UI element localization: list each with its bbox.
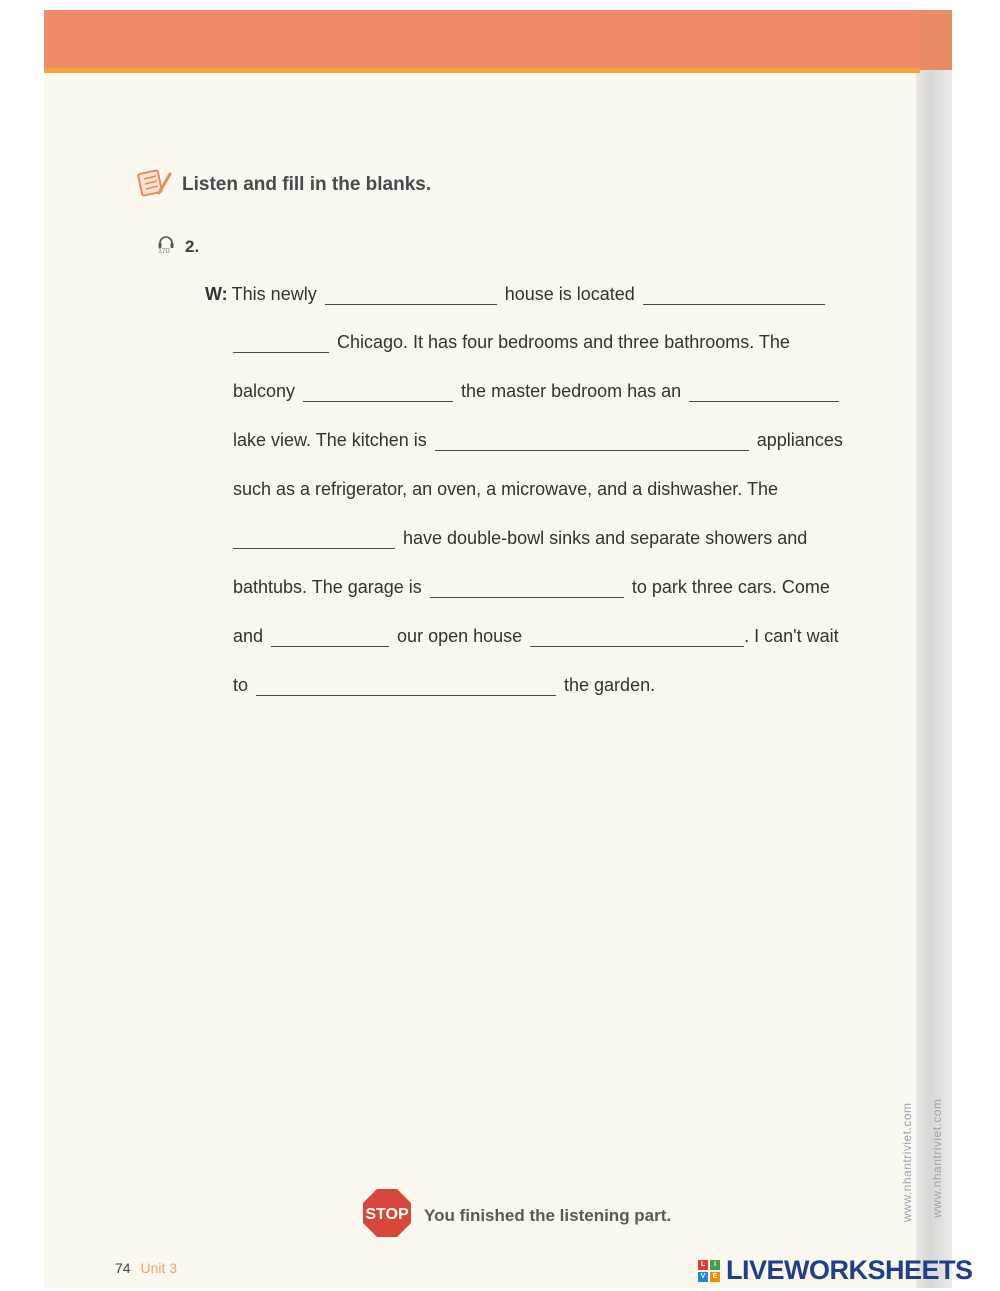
header-band-line: [44, 68, 920, 73]
speaker-label: W:: [205, 284, 228, 304]
liveworksheets-logo[interactable]: [698, 1255, 973, 1286]
passage-text: lake view. The kitchen is: [233, 430, 427, 450]
stop-sign-text: STOP: [365, 1206, 409, 1223]
headphones-icon[interactable]: [157, 235, 177, 257]
section-heading: [134, 166, 431, 203]
track-number: 170: [158, 248, 170, 255]
stop-sign-icon: [362, 1188, 412, 1243]
logo-letter: V: [698, 1272, 708, 1282]
answer-blank-8[interactable]: [430, 579, 624, 598]
passage-text: the master bedroom has an: [461, 381, 682, 401]
passage-line-3: [233, 381, 847, 402]
passage-text: our open house: [397, 626, 523, 646]
writing-icon: [134, 166, 172, 203]
passage-text: balcony: [233, 381, 296, 401]
page-footer: [115, 1260, 177, 1276]
passage-text: have double-bowl sinks and separate showers and: [403, 528, 808, 548]
passage-text: Chicago. It has four bedrooms and three bathrooms. The: [337, 332, 790, 352]
passage-text: to: [233, 675, 249, 695]
logo-grid-icon: [698, 1260, 720, 1282]
answer-blank-5[interactable]: [689, 383, 839, 402]
passage-line-5: [233, 479, 778, 500]
answer-blank-9[interactable]: [271, 628, 389, 647]
exercise-item: [157, 235, 199, 257]
page-edge: [916, 10, 952, 1288]
passage-line-2: [233, 332, 790, 353]
answer-blank-10[interactable]: [530, 628, 744, 647]
passage-text: house is located: [504, 284, 635, 304]
answer-blank-6[interactable]: [435, 432, 749, 451]
passage-text: the garden.: [564, 675, 656, 695]
answer-blank-4[interactable]: [303, 383, 453, 402]
passage-line-9: [233, 675, 655, 696]
page-edge-band: [916, 10, 952, 70]
passage-text: This newly: [231, 284, 317, 304]
logo-letter: E: [710, 1272, 720, 1282]
logo-letter: L: [698, 1260, 708, 1270]
page-number: 74: [115, 1260, 131, 1276]
answer-blank-7[interactable]: [233, 530, 395, 549]
answer-blank-2[interactable]: [643, 286, 825, 305]
passage-line-8: [233, 626, 839, 647]
heading-title: Listen and fill in the blanks.: [182, 173, 432, 195]
header-band: [44, 10, 920, 68]
brand-name: LIVEWORKSHEETS: [726, 1255, 973, 1285]
answer-blank-11[interactable]: [256, 677, 556, 696]
answer-blank-3[interactable]: [233, 334, 329, 353]
watermark-url-1: www.nhantriviet.com: [900, 1102, 914, 1222]
passage-line-4: [233, 430, 843, 451]
item-number: 2.: [185, 237, 200, 256]
watermark-url-2: www.nhantriviet.com: [930, 1098, 944, 1218]
passage-line-7: [233, 577, 830, 598]
logo-letter: I: [710, 1260, 720, 1270]
answer-blank-1[interactable]: [325, 286, 497, 305]
passage-text: . I can't wait: [744, 626, 839, 646]
passage-text: and: [233, 626, 264, 646]
stop-message: You finished the listening part.: [424, 1205, 672, 1225]
passage-text: to park three cars. Come: [631, 577, 830, 597]
stop-notice: [362, 1188, 671, 1243]
passage-text: bathtubs. The garage is: [233, 577, 422, 597]
passage-text: appliances: [756, 430, 843, 450]
passage-line-6: [233, 528, 807, 549]
passage-text: such as a refrigerator, an oven, a microwave, and a dishwasher. The: [233, 479, 778, 499]
unit-label: Unit 3: [140, 1260, 178, 1276]
passage-line-1: [205, 284, 833, 305]
